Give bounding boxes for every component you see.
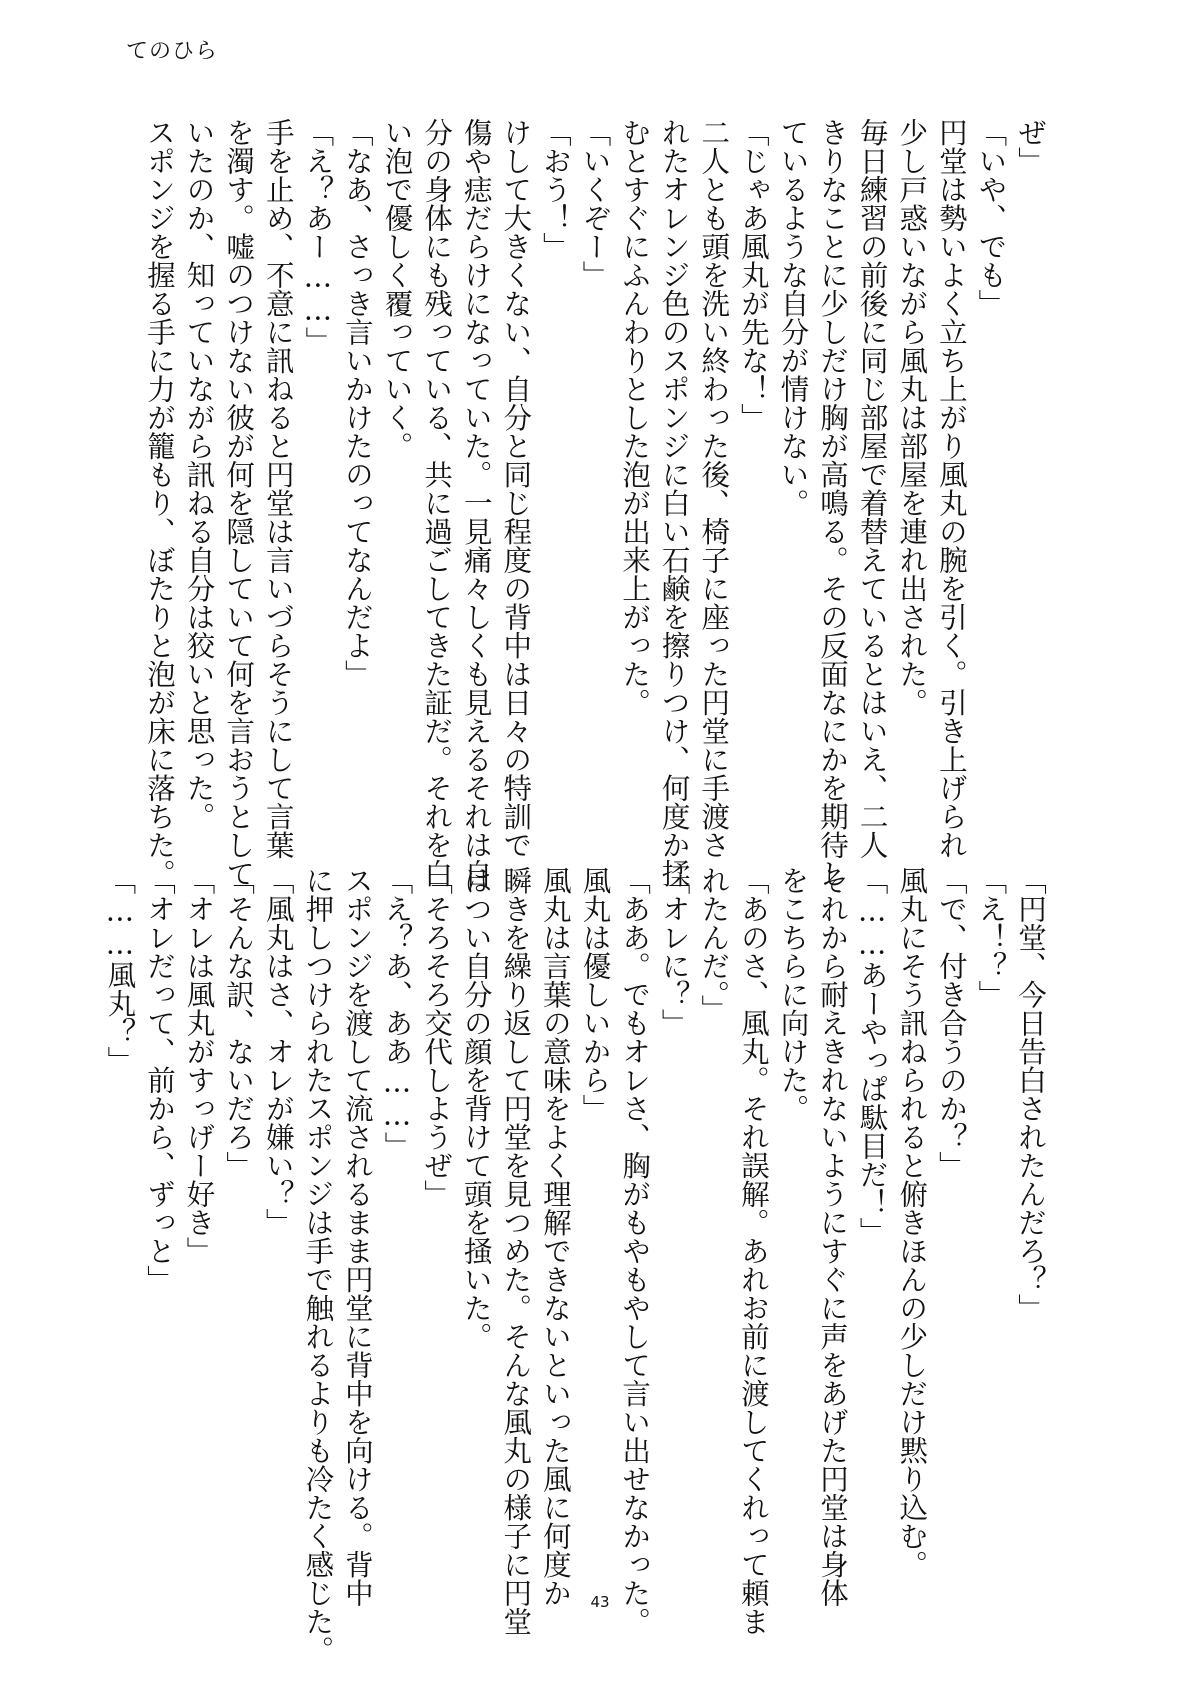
text-line: 傷や痣だらけになっていた。一見痛々しくも見えるそれは自 bbox=[459, 118, 493, 888]
text-line: 「え？あー……」 bbox=[301, 118, 335, 355]
text-line: ているような自分が情けない。 bbox=[776, 118, 810, 517]
text-line: 「円堂、今日告白されたんだろ？」 bbox=[1014, 866, 1047, 1322]
text-line: れたオレンジ色のスポンジに白い石鹸を擦りつけ、何度か揉 bbox=[657, 118, 691, 888]
text-line: 「オレは風丸がすっげー好き」 bbox=[182, 866, 216, 1265]
text-line: を濁す。嘘のつけない彼が何を隠していて何を言おうとして bbox=[222, 118, 256, 888]
text-line: 「オレに？」 bbox=[657, 866, 691, 1037]
text-line: 「なあ、さっき言いかけたのってなんだよ」 bbox=[340, 118, 374, 688]
text-line: きりなことに少しだけ胸が高鳴る。その反面なにかを期待し bbox=[816, 118, 850, 888]
text-line: い泡で優しく覆っていく。 bbox=[380, 118, 414, 460]
text-line: ぜ」 bbox=[1014, 118, 1047, 175]
text-line: けして大きくない、自分と同じ程度の背中は日々の特訓で bbox=[499, 118, 533, 859]
text-line: 毎日練習の前後に同じ部屋で着替えているとはいえ、二人 bbox=[855, 118, 889, 859]
text-line: 「……風丸？」 bbox=[103, 866, 137, 1075]
text-line: れたんだ。」 bbox=[697, 866, 731, 1023]
text-line: それから耐えきれないようにすぐに声をあげた円堂は身体 bbox=[816, 866, 850, 1607]
text-line: 「風丸はさ、オレが嫌い？」 bbox=[261, 866, 295, 1237]
text-line: 「そろそろ交代しようぜ」 bbox=[420, 866, 454, 1208]
text-line: 「え？あ、ああ……」 bbox=[380, 866, 414, 1160]
text-line: いたのか、知っていながら訊ねる自分は狡いと思った。 bbox=[182, 118, 216, 831]
text-line: 「おう！」 bbox=[538, 118, 572, 261]
text-line: 瞬きを繰り返して円堂を見つめた。そんな風丸の様子に円堂 bbox=[499, 866, 533, 1636]
text-line: 「オレだって、前から、ずっと」 bbox=[142, 866, 176, 1294]
text-line: 「……あーやっぱ駄目だ！」 bbox=[855, 866, 889, 1246]
running-title: てのひら bbox=[126, 39, 219, 64]
story-text-upper bbox=[142, 118, 1050, 888]
text-line: をこちらに向けた。 bbox=[776, 866, 810, 1123]
text-line: に押しつけられたスポンジは手で触れるよりも冷たく感じた。 bbox=[301, 866, 335, 1664]
text-line: 風丸は言葉の意味をよく理解できないといった風に何度か bbox=[538, 866, 572, 1607]
text-line: むとすぐにふんわりとした泡が出来上がった。 bbox=[618, 118, 652, 717]
text-line: 二人とも頭を洗い終わった後、椅子に座った円堂に手渡さ bbox=[697, 118, 731, 859]
text-line: 「で、付き合うのか？」 bbox=[934, 866, 968, 1180]
text-line: 「いくぞー」 bbox=[578, 118, 612, 289]
text-line: 分の身体にも残っている、共に過ごしてきた証だ。それを白 bbox=[420, 118, 454, 888]
text-line: はつい自分の顔を背けて頭を掻いた。 bbox=[459, 866, 493, 1351]
text-line: 「じゃあ風丸が先な！」 bbox=[736, 118, 770, 432]
text-line: 「え！？」 bbox=[974, 866, 1008, 1009]
text-line: 手を止め、不意に訊ねると円堂は言いづらそうにして言葉 bbox=[261, 118, 295, 859]
text-line: 風丸は優しいから」 bbox=[578, 866, 612, 1123]
text-line: スポンジを渡して流されるまま円堂に背中を向ける。背中 bbox=[340, 866, 374, 1607]
text-line: 「そんな訳、ないだろ」 bbox=[222, 866, 256, 1180]
text-line: 「あのさ、風丸。それ誤解。あれお前に渡してくれって頼ま bbox=[736, 866, 770, 1636]
page-number: 43 bbox=[590, 1593, 610, 1611]
text-line: 「ああ。でもオレさ、胸がもやもやして言い出せなかった。 bbox=[618, 866, 652, 1636]
text-line: スポンジを握る手に力が籠もり、ぼたりと泡が床に落ちた。 bbox=[142, 118, 176, 888]
text-line: 少し戸惑いながら風丸は部屋を連れ出された。 bbox=[895, 118, 929, 717]
text-line: 風丸にそう訊ねられると俯きほんの少しだけ黙り込む。 bbox=[895, 866, 929, 1579]
text-line: 「いや、でも」 bbox=[974, 118, 1008, 318]
text-line: 円堂は勢いよく立ち上がり風丸の腕を引く。引き上げられ bbox=[934, 118, 968, 859]
